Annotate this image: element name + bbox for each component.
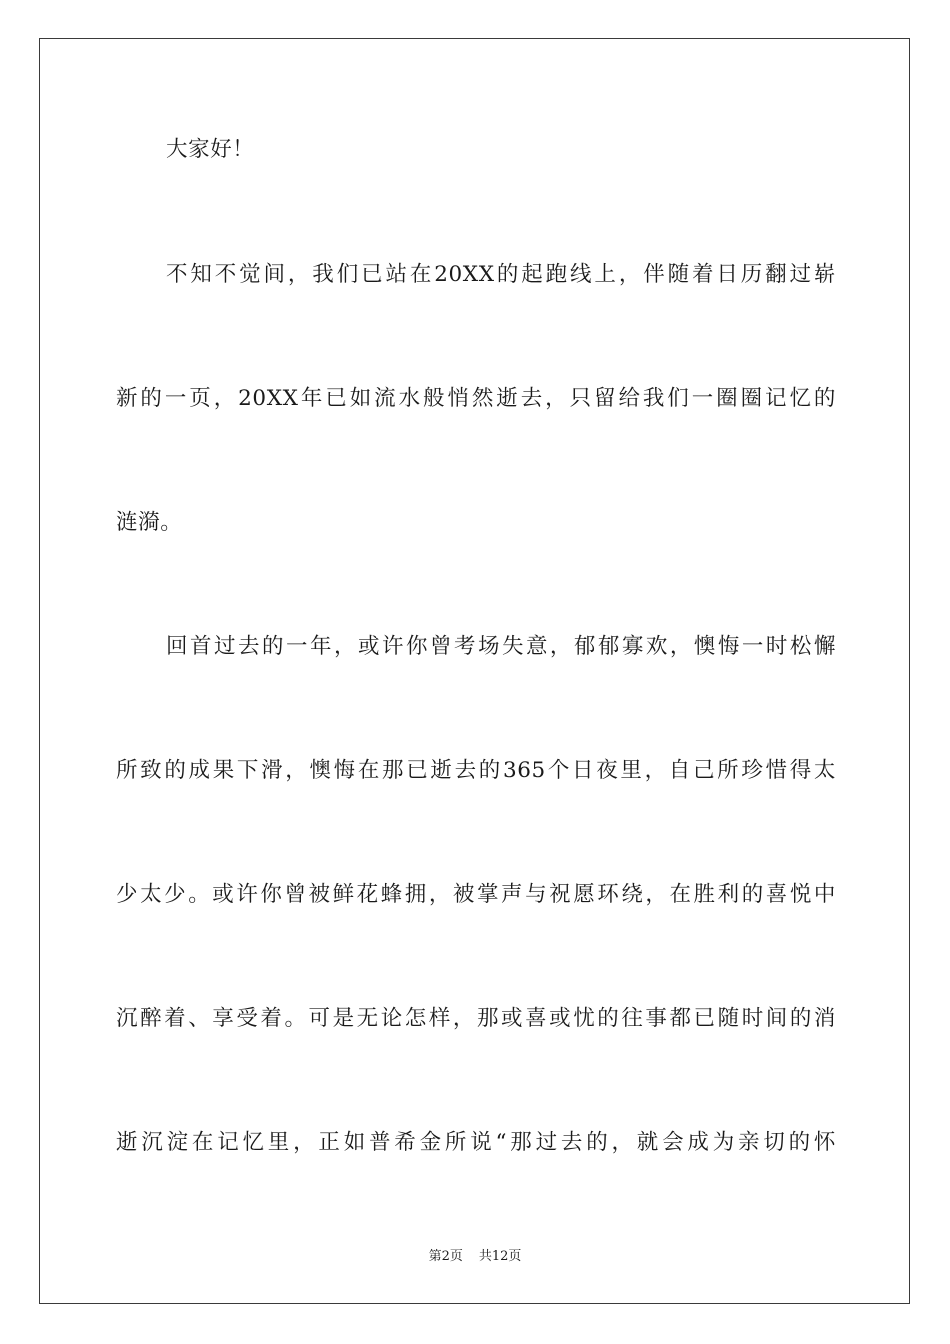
greeting-line: 大家好！ (166, 137, 255, 162)
page-total: 共12页 (478, 1249, 522, 1264)
body-line: 沉醉着、享受着。可是无论怎样，那或喜或忧的往事都已随时间的消 (116, 1006, 836, 1031)
page-number: 第2页 (428, 1249, 463, 1264)
body-line: 涟漪。 (116, 510, 183, 535)
body-line: 新的一页，20XX年已如流水般悄然逝去，只留给我们一圈圈记忆的 (116, 386, 836, 411)
body-line: 回首过去的一年，或许你曾考场失意，郁郁寡欢，懊悔一时松懈 (166, 634, 836, 659)
page-footer (0, 1248, 950, 1266)
body-line: 逝沉淀在记忆里，正如普希金所说“那过去的，就会成为亲切的怀 (116, 1130, 836, 1155)
page-border (39, 38, 910, 1304)
body-line: 不知不觉间，我们已站在20XX的起跑线上，伴随着日历翻过崭 (166, 262, 836, 287)
body-line: 少太少。或许你曾被鲜花蜂拥，被掌声与祝愿环绕，在胜利的喜悦中 (116, 882, 836, 907)
body-line: 所致的成果下滑，懊悔在那已逝去的365个日夜里，自己所珍惜得太 (116, 758, 836, 783)
